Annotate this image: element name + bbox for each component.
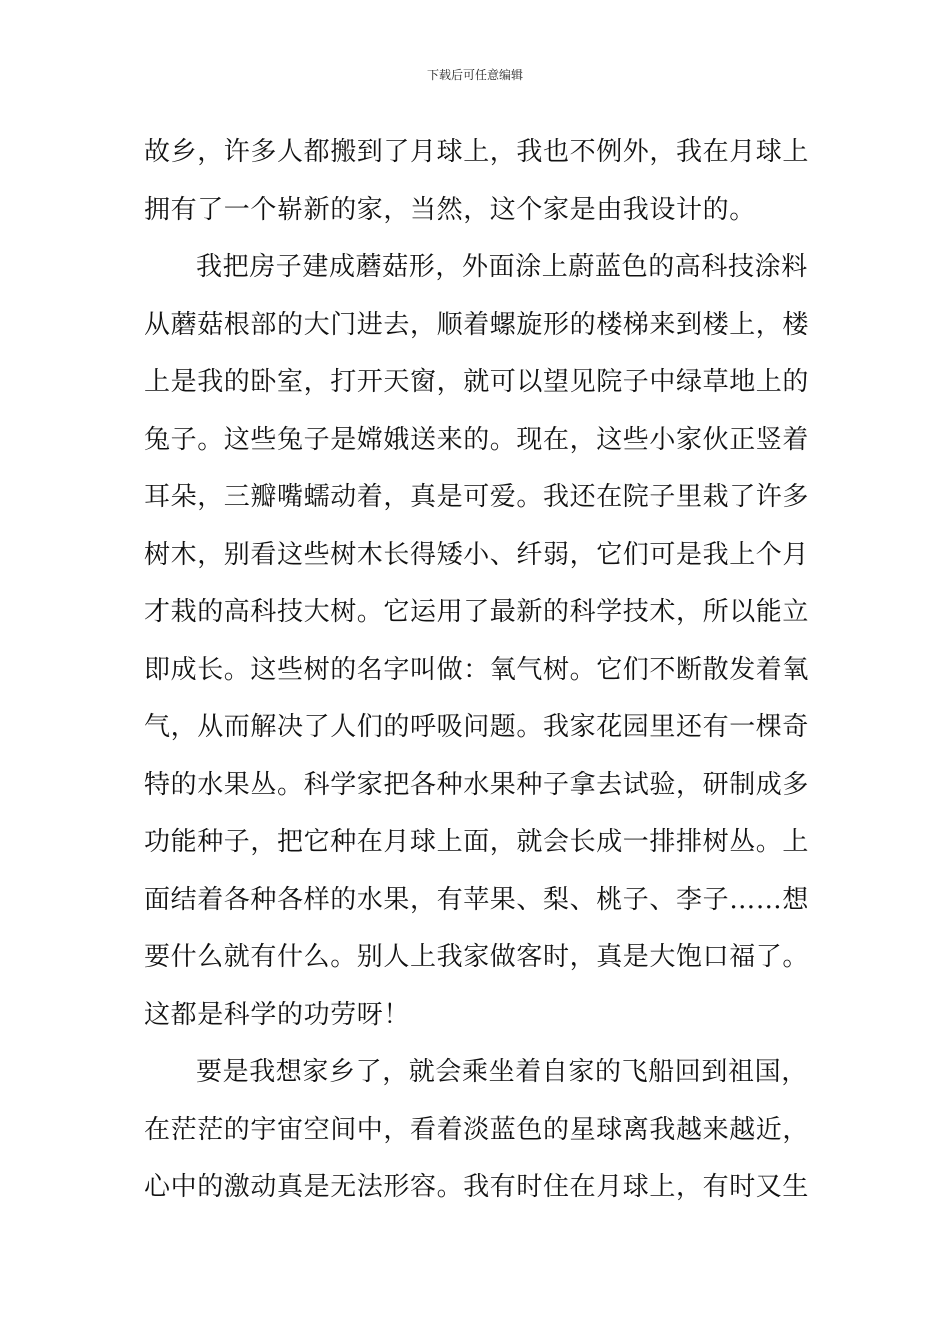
text-line: 耳朵，三瓣嘴蠕动着，真是可爱。我还在院子里栽了许多 xyxy=(144,482,810,512)
page-header-note: 下载后可任意编辑 xyxy=(426,68,523,82)
text-line: 特的水果丛。科学家把各种水果种子拿去试验，研制成多 xyxy=(144,769,810,800)
text-line: 故乡，许多人都搬到了月球上，我也不例外，我在月球上 xyxy=(144,137,810,167)
text-line: 在茫茫的宇宙空间中，看着淡蓝色的星球离我越来越近， xyxy=(144,1114,810,1145)
text-line: 兔子。这些兔子是嫦娥送来的。现在，这些小家伙正竖着 xyxy=(144,424,810,455)
text-line: 这都是科学的功劳呀！ xyxy=(144,999,411,1030)
article-body xyxy=(144,124,808,1217)
text-line: 心中的激动真是无法形容。我有时住在月球上，有时又生 xyxy=(144,1172,810,1202)
text-line: 面结着各种各样的水果，有苹果、梨、桃子、李子……想 xyxy=(144,884,810,915)
text-line: 上是我的卧室，打开天窗，就可以望见院子中绿草地上的 xyxy=(144,367,810,397)
text-line: 即成长。这些树的名字叫做：氧气树。它们不断散发着氧 xyxy=(144,654,810,685)
text-line: 功能种子，把它种在月球上面，就会长成一排排树丛。上 xyxy=(144,827,810,857)
text-line: 要是我想家乡了，就会乘坐着自家的飞船回到祖国， xyxy=(196,1057,808,1087)
text-line: 气，从而解决了人们的呼吸问题。我家花园里还有一棵奇 xyxy=(144,712,810,742)
text-line: 拥有了一个崭新的家，当然，这个家是由我设计的。 xyxy=(144,194,756,225)
text-line: 我把房子建成蘑菇形，外面涂上蔚蓝色的高科技涂料 xyxy=(196,252,808,282)
text-line: 树木，别看这些树木长得矮小、纤弱，它们可是我上个月 xyxy=(144,539,810,570)
text-line: 从蘑菇根部的大门进去，顺着螺旋形的楼梯来到楼上，楼 xyxy=(144,309,810,340)
text-line: 要什么就有什么。别人上我家做客时，真是大饱口福了。 xyxy=(144,942,810,972)
text-line: 才栽的高科技大树。它运用了最新的科学技术，所以能立 xyxy=(144,597,810,627)
